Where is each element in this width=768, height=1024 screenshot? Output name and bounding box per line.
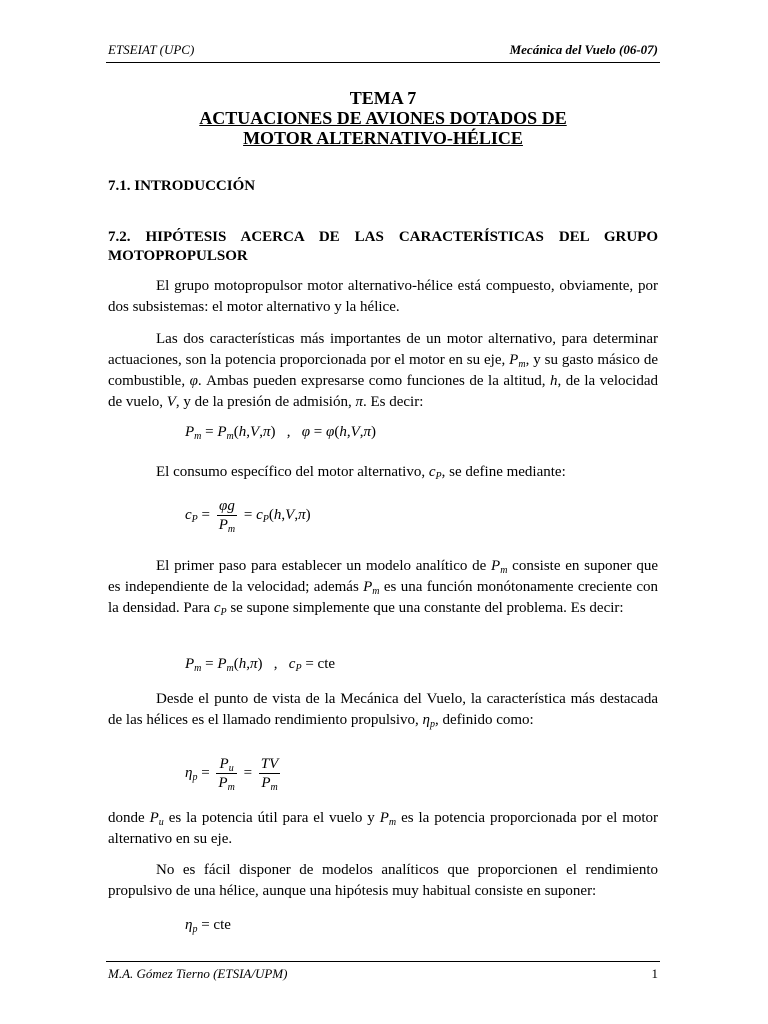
chapter-title-line-2: MOTOR ALTERNATIVO-HÉLICE xyxy=(243,128,523,148)
header-rule xyxy=(106,62,660,63)
footer-author: M.A. Gómez Tierno (ETSIA/UPM) xyxy=(108,966,288,981)
paragraph-3: El consumo específico del motor alternativo, $c_P$, se define mediante: xyxy=(156,464,566,482)
paragraph-6: donde $P_u$ es la potencia útil para el vuelo y $P_m$ es la potencia proporcionada por el motor alternativo en su eje. xyxy=(108,810,659,847)
page-number: 1 xyxy=(651,966,658,981)
paragraph-4: El primer paso para establecer un modelo analítico de $P_m$ consiste en suponer que es independiente de la velocidad; además $P_m$ es una función monótonamente creciente con la densidad. Para $c_P$ se supone simplemente que una constante del problema. Es decir: xyxy=(108,558,659,618)
equation-power-fuel: $P_m = P_m(h,V,\pi)$ , φ = φ(h,V,π) xyxy=(185,424,376,442)
paragraph-7: No es fácil disponer de modelos analíticos que proporcionen el rendimiento propulsivo de una hélice, aunque una hipótesis muy habitual consiste en suponer: xyxy=(108,862,658,899)
paragraph-2: Las dos características más importantes de un motor alternativo, para determinar actuaciones, son la potencia proporcionada por el motor en su eje, $P_m$, y su gasto másico de combustible, φ. Ambas pueden expresarse como funciones de la altitud, h, de la velocidad de vuelo, V, y de la presión de admisión, π. Es decir: xyxy=(108,331,658,410)
footer-rule xyxy=(106,961,660,962)
header-course: Mecánica del Vuelo (06-07) xyxy=(509,42,658,57)
fraction-pu-over-pm: $\frac{P_u}{P_m}$ xyxy=(218,756,235,793)
chapter-number: TEMA 7 xyxy=(349,88,417,108)
fraction-phi-g-over-pm: $\frac{\varphi g}{P_m}$ xyxy=(218,498,236,535)
paragraph-1: El grupo motopropulsor motor alternativo-hélice está compuesto, obviamente, por dos subsistemas: el motor alternativo y la hélice. xyxy=(108,278,658,315)
equation-propulsive-efficiency: $\eta_p$ = $\frac{P_u}{P_m}$ = $\frac{TV}{P_m}$ xyxy=(185,756,279,793)
chapter-title-line-1: ACTUACIONES DE AVIONES DOTADOS DE xyxy=(199,108,567,128)
paragraph-5: Desde el punto de vista de la Mecánica del Vuelo, la característica más destacada de las hélices es el llamado rendimiento propulsivo, $\eta_p$, definido como: xyxy=(108,691,658,730)
section-7-2-heading: 7.2. HIPÓTESIS ACERCA DE LAS CARACTERÍSTICAS DEL GRUPO MOTOPROPULSOR xyxy=(108,229,658,264)
equation-specific-consumption: $c_P$ = $\frac{\varphi g}{P_m}$ = $c_P(h,V,\pi)$ xyxy=(185,498,311,535)
fraction-tv-over-pm: $\frac{TV}{P_m}$ xyxy=(260,756,279,793)
equation-constant-efficiency: $\eta_p$ = cte xyxy=(185,917,231,935)
section-7-1-heading: 7.1. INTRODUCCIÓN xyxy=(108,178,256,194)
equation-simplified-model: $P_m = P_m(h,\pi)$ , $c_P$ = cte xyxy=(185,656,336,674)
header-institution: ETSEIAT (UPC) xyxy=(108,42,195,57)
